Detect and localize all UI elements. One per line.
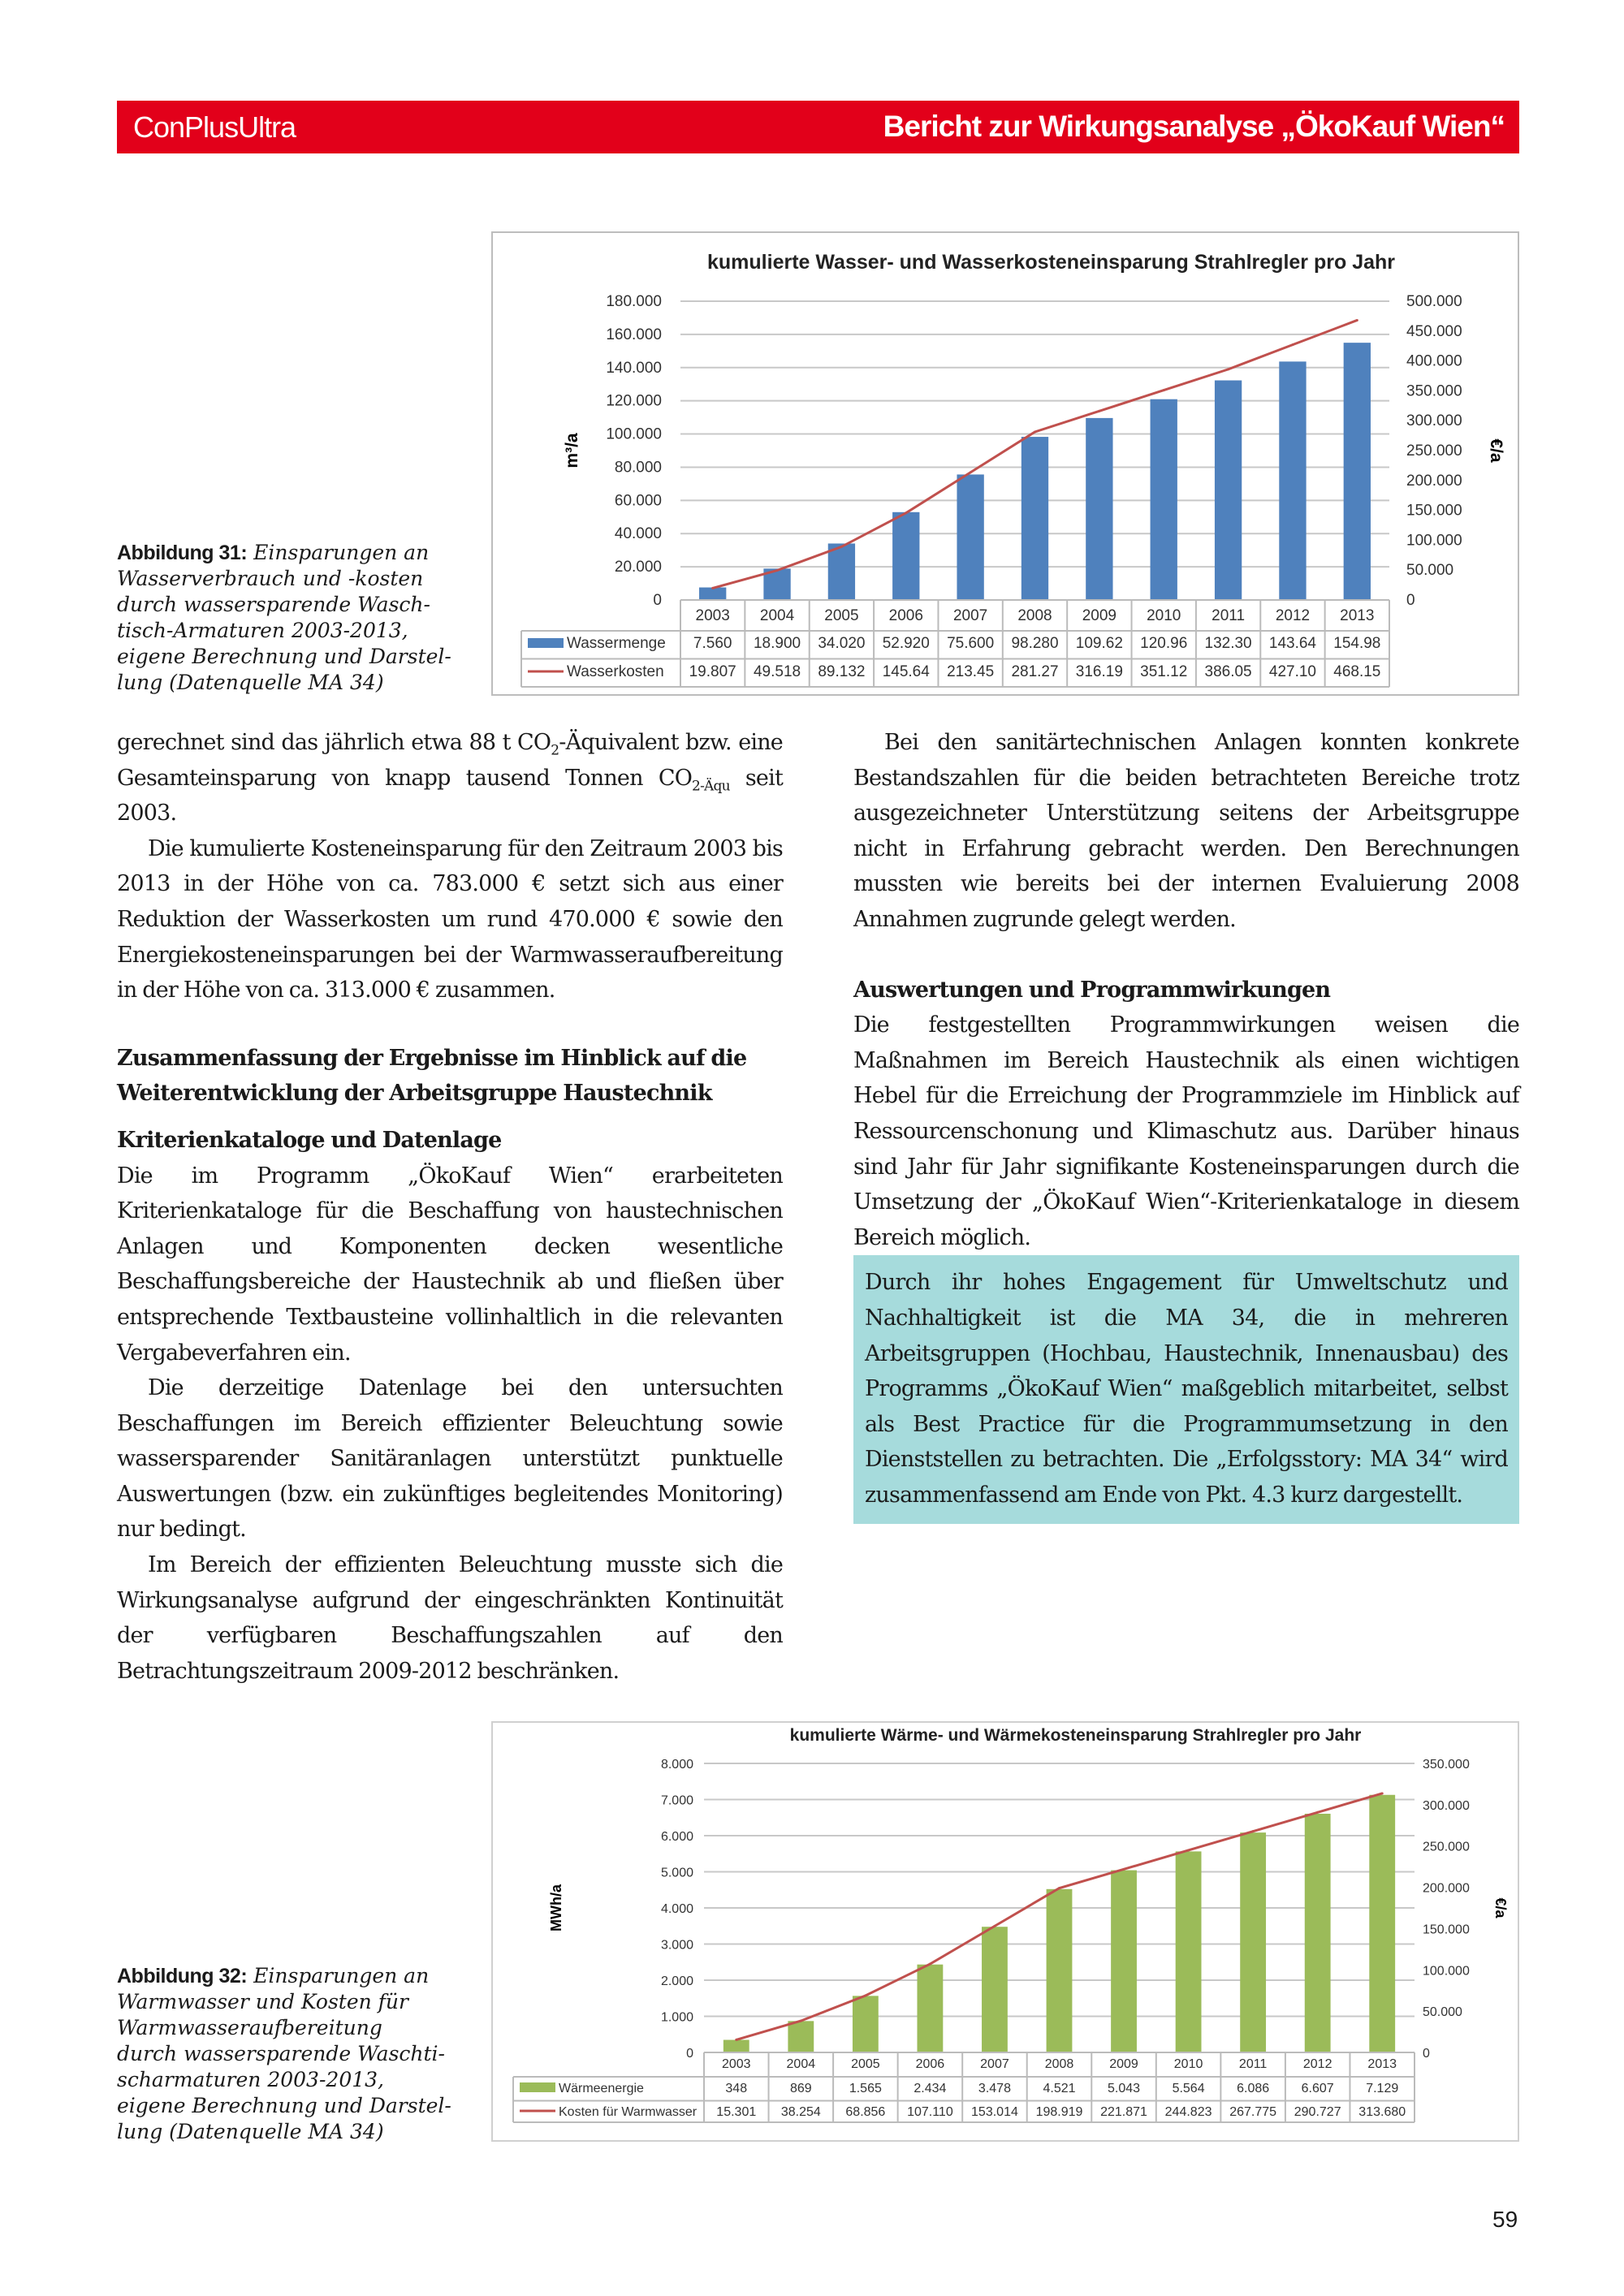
line-point bbox=[840, 546, 843, 548]
y2-tick-label: 0 bbox=[1406, 592, 1415, 609]
line-point bbox=[970, 471, 972, 473]
table-cell: 281.27 bbox=[1011, 663, 1059, 680]
y-tick-label: 100.000 bbox=[606, 425, 662, 443]
caption-text: Einsparungen an bbox=[247, 1964, 430, 1987]
line-point bbox=[1381, 1792, 1384, 1794]
caption-line: scharmaturen 2003-2013, bbox=[117, 2068, 384, 2091]
table-cell: 351.12 bbox=[1140, 663, 1188, 680]
y2-tick-label: 400.000 bbox=[1406, 352, 1462, 370]
table-cell: 290.727 bbox=[1294, 2105, 1341, 2119]
x-tick-label: 2011 bbox=[1212, 607, 1246, 624]
line-point bbox=[905, 511, 907, 514]
bar bbox=[1176, 1851, 1202, 2052]
page-header bbox=[117, 101, 1519, 153]
bar bbox=[723, 2040, 749, 2052]
y-tick-label: 2.000 bbox=[660, 1974, 693, 1988]
table-cell: 154.98 bbox=[1333, 635, 1381, 652]
table-cell: 313.680 bbox=[1358, 2105, 1406, 2119]
table-cell: 38.254 bbox=[780, 2105, 821, 2119]
page-number: 59 bbox=[1492, 2207, 1518, 2232]
table-cell: 153.014 bbox=[971, 2105, 1018, 2119]
table-cell: 18.900 bbox=[753, 635, 801, 652]
paragraph: Im Bereich der effizienten Beleuchtung musste sich die Wirkungsanalyse aufgrund der eingeschränkten Kontinuität der verfügbaren Beschaffungszahlen auf den Betrachtungszeitraum 2009-2012 beschränken. bbox=[117, 1552, 783, 1684]
table-cell: 49.518 bbox=[753, 663, 801, 680]
caption-line: Wasserverbrauch und -kosten bbox=[117, 567, 424, 590]
line-point bbox=[776, 569, 779, 572]
line-point bbox=[735, 2039, 737, 2041]
bar bbox=[1086, 418, 1112, 600]
bar bbox=[1151, 399, 1177, 600]
bar bbox=[1240, 1832, 1266, 2052]
section-heading: Zusammenfassung der Ergebnisse im Hinblick auf die Weiterentwicklung der Arbeitsgruppe Haustechnik bbox=[117, 1045, 747, 1107]
x-tick-label: 2012 bbox=[1302, 2057, 1332, 2071]
x-tick-label: 2007 bbox=[980, 2057, 1009, 2071]
table-cell: 5.564 bbox=[1172, 2082, 1205, 2095]
x-tick-label: 2005 bbox=[824, 607, 859, 624]
line-point bbox=[864, 1994, 866, 1996]
y-tick-label: 180.000 bbox=[606, 293, 662, 310]
line-point bbox=[929, 1963, 931, 1966]
y2-tick-label: 500.000 bbox=[1406, 293, 1462, 310]
y-tick-label: 8.000 bbox=[660, 1758, 693, 1772]
x-tick-label: 2006 bbox=[888, 607, 923, 624]
y-tick-label: 0 bbox=[686, 2047, 693, 2061]
chart-title: kumulierte Wärme- und Wärmekosteneinsparung Strahlregler pro Jahr bbox=[789, 1726, 1362, 1745]
table-cell: 5.043 bbox=[1108, 2082, 1141, 2095]
table-cell: 34.020 bbox=[818, 635, 866, 652]
paragraph: Die kumulierte Kosteneinsparung für den Zeitraum 2003 bis 2013 in der Höhe von ca. 783.000 € setzt sich aus einer Reduktion der Wasserkosten um rund 470.000 € sowie den Energiekosteneinsparungen bei der Warmwasseraufbereitung in der Höhe von ca. 313.000 € zusammen. bbox=[117, 835, 783, 1003]
x-tick-label: 2005 bbox=[851, 2057, 880, 2071]
figure-label: Abbildung 32: bbox=[117, 1965, 248, 1987]
y-tick-label: 1.000 bbox=[660, 2010, 693, 2025]
table-cell: 3.478 bbox=[978, 2082, 1011, 2095]
text: gerechnet sind das jährlich etwa 88 t CO bbox=[117, 730, 551, 755]
x-tick-label: 2010 bbox=[1173, 2057, 1203, 2071]
line-point bbox=[1252, 1830, 1255, 1832]
table-cell: 109.62 bbox=[1075, 635, 1123, 652]
legend-swatch-bar bbox=[528, 638, 564, 648]
x-tick-label: 2009 bbox=[1082, 607, 1117, 624]
subscript: 2 bbox=[551, 742, 559, 759]
bar bbox=[828, 543, 855, 600]
y-tick-label: 5.000 bbox=[660, 1866, 693, 1880]
report-title: Bericht zur Wirkungsanalyse „ÖkoKauf Wien“ bbox=[883, 110, 1505, 143]
line-point bbox=[993, 1925, 996, 1927]
table-cell: 468.15 bbox=[1333, 663, 1381, 680]
highlight-box: Durch ihr hohes Engagement für Umweltschutz und Nachhaltigkeit ist die MA 34, die in mehreren Arbeitsgruppen (Hochbau, Haustechnik, Innenausbau) des Programms „ÖkoKauf Wien“ maßgeblich mitarbeitet, selbst als Best Practice für die Programmumsetzung in den Dienststellen zu betrachten. Die „Erfolgsstory: MA 34“ wird zusammenfassend am Ende von Pkt. 4.3 kurz dargestellt. bbox=[853, 1255, 1519, 1524]
line-point bbox=[1316, 1811, 1319, 1814]
caption-line: durch wassersparende Wasch- bbox=[117, 593, 430, 616]
table-cell: 267.775 bbox=[1229, 2105, 1277, 2119]
chart-title: kumulierte Wasser- und Wasserkosteneinsparung Strahlregler pro Jahr bbox=[707, 251, 1395, 274]
bar bbox=[918, 1965, 944, 2052]
bar bbox=[853, 1996, 879, 2052]
x-tick-label: 2003 bbox=[695, 607, 730, 624]
table-cell: 68.856 bbox=[845, 2105, 886, 2119]
table-cell: 4.521 bbox=[1043, 2082, 1076, 2095]
table-cell: 132.30 bbox=[1204, 635, 1252, 652]
legend-label: Kosten für Warmwasser bbox=[559, 2105, 698, 2119]
y2-tick-label: 250.000 bbox=[1406, 442, 1462, 460]
brand-name: ConPlusUltra bbox=[133, 110, 296, 144]
y2-tick-label: 150.000 bbox=[1406, 502, 1462, 520]
paragraph: Die im Programm „ÖkoKauf Wien“ erarbeiteten Kriterienkataloge für die Beschaffung von haustechnischen Anlagen und Komponenten decken wesentliche Beschaffungsbereiche der Haustechnik ab und fließen über entsprechende Textbausteine vollinhaltlich in die relevanten Vergabeverfahren ein. bbox=[117, 1163, 783, 1366]
line-point bbox=[1123, 1868, 1125, 1871]
y-tick-label: 40.000 bbox=[614, 525, 662, 543]
table-cell: 52.920 bbox=[882, 635, 930, 652]
x-tick-label: 2003 bbox=[721, 2057, 751, 2071]
y-tick-label: 4.000 bbox=[660, 1902, 693, 1916]
bar bbox=[1305, 1814, 1331, 2052]
table-cell: 143.64 bbox=[1268, 635, 1317, 652]
caption-line: durch wassersparende Waschti- bbox=[117, 2042, 445, 2065]
chart-heat-savings bbox=[491, 1721, 1519, 2142]
table-cell: 2.434 bbox=[914, 2082, 947, 2095]
table-cell: 348 bbox=[725, 2082, 748, 2095]
y2-tick-label: 50.000 bbox=[1423, 2005, 1462, 2020]
line-point bbox=[1187, 1849, 1190, 1851]
line-point bbox=[800, 2020, 802, 2022]
text: seit 2003. bbox=[117, 765, 784, 826]
table-cell: 316.19 bbox=[1075, 663, 1123, 680]
bar bbox=[892, 512, 919, 600]
y2-tick-label: 300.000 bbox=[1406, 412, 1462, 430]
y2-tick-label: 350.000 bbox=[1423, 1758, 1470, 1772]
bar bbox=[957, 474, 983, 600]
x-tick-label: 2013 bbox=[1367, 2057, 1397, 2071]
x-tick-label: 2012 bbox=[1275, 607, 1311, 624]
y2-tick-label: 200.000 bbox=[1406, 472, 1462, 490]
y-tick-label: 80.000 bbox=[614, 459, 662, 477]
y2-tick-label: 100.000 bbox=[1406, 532, 1462, 550]
bar bbox=[1111, 1871, 1137, 2052]
subscript: 2-Äqu bbox=[692, 777, 730, 794]
caption-line: tisch-Armaturen 2003-2013, bbox=[117, 619, 408, 642]
y-tick-label: 140.000 bbox=[606, 359, 662, 377]
y2-axis-label: €/a bbox=[1487, 438, 1505, 463]
y2-tick-label: 250.000 bbox=[1423, 1840, 1470, 1854]
text: -Äquivalent bzw. eine Gesamteinsparung von knapp tausend Tonnen CO bbox=[117, 730, 783, 791]
y2-tick-label: 200.000 bbox=[1423, 1881, 1470, 1896]
right-column bbox=[853, 725, 1519, 1524]
figure-31-caption bbox=[117, 540, 466, 696]
table-cell: 7.560 bbox=[693, 635, 732, 652]
caption-line: Warmwasseraufbereitung bbox=[117, 2016, 382, 2039]
bar bbox=[788, 2021, 814, 2052]
y2-tick-label: 300.000 bbox=[1423, 1798, 1470, 1813]
y-tick-label: 6.000 bbox=[660, 1830, 693, 1844]
x-tick-label: 2006 bbox=[915, 2057, 945, 2071]
table-cell: 386.05 bbox=[1204, 663, 1252, 680]
x-tick-label: 2008 bbox=[1017, 607, 1052, 624]
y2-tick-label: 450.000 bbox=[1406, 322, 1462, 340]
figure-32-caption bbox=[117, 1963, 466, 2145]
y2-tick-label: 0 bbox=[1423, 2047, 1430, 2061]
y2-tick-label: 350.000 bbox=[1406, 382, 1462, 400]
x-tick-label: 2009 bbox=[1109, 2057, 1138, 2071]
y-tick-label: 20.000 bbox=[614, 559, 662, 576]
line-point bbox=[711, 587, 714, 589]
x-tick-label: 2013 bbox=[1340, 607, 1375, 624]
y-tick-label: 3.000 bbox=[660, 1938, 693, 1953]
bar bbox=[982, 1927, 1008, 2052]
bar bbox=[1369, 1795, 1395, 2052]
line-point bbox=[1098, 410, 1100, 412]
y-axis-label: m³/a bbox=[563, 433, 581, 468]
line-point bbox=[1034, 430, 1036, 433]
line-point bbox=[1058, 1887, 1060, 1889]
bar bbox=[1279, 361, 1306, 600]
chart-heat-savings-svg bbox=[493, 1723, 1518, 2140]
table-cell: 19.807 bbox=[689, 663, 736, 680]
table-cell: 75.600 bbox=[947, 635, 995, 652]
table-cell: 244.823 bbox=[1164, 2105, 1212, 2119]
y-tick-label: 60.000 bbox=[614, 492, 662, 510]
table-cell: 107.110 bbox=[907, 2105, 953, 2119]
paragraph: Bei den sanitärtechnischen Anlagen konnten konkrete Bestandszahlen für die beiden betrachteten Bereiche trotz ausgezeichneter Unterstützung seitens der Arbeitsgruppe nicht in Erfahrung gebracht werden. Den Berechnungen mussten wie bereits bei der internen Evaluierung 2008 Annahmen zugrunde gelegt werden. bbox=[853, 730, 1519, 932]
line-point bbox=[1227, 368, 1229, 370]
x-tick-label: 2008 bbox=[1044, 2057, 1074, 2071]
left-column bbox=[117, 725, 783, 1689]
y-axis-label: MWh/a bbox=[548, 1884, 564, 1931]
table-cell: 120.96 bbox=[1140, 635, 1188, 652]
table-cell: 6.607 bbox=[1301, 2082, 1334, 2095]
figure-label: Abbildung 31: bbox=[117, 542, 248, 564]
line-point bbox=[1163, 389, 1165, 391]
table-cell: 7.129 bbox=[1366, 2082, 1399, 2095]
x-tick-label: 2007 bbox=[952, 607, 988, 624]
caption-line bbox=[117, 1963, 466, 1989]
caption-line: lung (Datenquelle MA 34) bbox=[117, 2120, 384, 2143]
subheading: Kriterienkataloge und Datenlage bbox=[117, 1127, 502, 1153]
paragraph: Die derzeitige Datenlage bei den untersuchten Beschaffungen im Bereich effizienter Beleuchtung sowie wassersparender Sanitäranlagen unterstützt punktuelle Auswertungen (bzw. ein zukünftiges begleitendes Monitoring) nur bedingt. bbox=[117, 1375, 783, 1543]
table-cell: 89.132 bbox=[818, 663, 866, 680]
table-cell: 213.45 bbox=[947, 663, 995, 680]
caption-line: eigene Berechnung und Darstel- bbox=[117, 645, 451, 668]
caption-line bbox=[117, 540, 466, 566]
chart-water-savings-svg bbox=[493, 233, 1518, 694]
bar bbox=[1344, 343, 1371, 600]
section-heading: Auswertungen und Programmwirkungen bbox=[853, 977, 1331, 1003]
table-cell: 198.919 bbox=[1035, 2105, 1083, 2119]
table-cell: 427.10 bbox=[1268, 663, 1317, 680]
table-cell: 6.086 bbox=[1237, 2082, 1270, 2095]
bar bbox=[1021, 437, 1048, 600]
x-tick-label: 2004 bbox=[759, 607, 795, 624]
caption-line: Warmwasser und Kosten für bbox=[117, 1990, 408, 2013]
y-tick-label: 0 bbox=[653, 592, 662, 609]
x-tick-label: 2004 bbox=[786, 2057, 816, 2071]
y2-axis-label: €/a bbox=[1492, 1897, 1509, 1918]
legend-label: Wärmeenergie bbox=[559, 2082, 644, 2095]
table-cell: 869 bbox=[789, 2082, 812, 2095]
legend-swatch-bar bbox=[520, 2082, 555, 2092]
bar bbox=[1215, 381, 1242, 600]
caption-text: Einsparungen an bbox=[247, 541, 430, 564]
caption-line: eigene Berechnung und Darstel- bbox=[117, 2094, 451, 2117]
table-cell: 15.301 bbox=[716, 2105, 757, 2119]
y-tick-label: 160.000 bbox=[606, 326, 662, 343]
y2-tick-label: 100.000 bbox=[1423, 1964, 1470, 1979]
paragraph bbox=[117, 725, 783, 831]
y-tick-label: 120.000 bbox=[606, 392, 662, 410]
legend-label: Wasserkosten bbox=[567, 663, 664, 680]
table-cell: 1.565 bbox=[849, 2082, 882, 2095]
x-tick-label: 2010 bbox=[1147, 607, 1181, 624]
y2-tick-label: 150.000 bbox=[1423, 1923, 1470, 1937]
y2-tick-label: 50.000 bbox=[1406, 562, 1454, 580]
bar bbox=[1047, 1889, 1073, 2052]
chart-water-savings bbox=[491, 231, 1519, 696]
line-point bbox=[1291, 343, 1294, 346]
line-point bbox=[1356, 319, 1358, 322]
table-cell: 221.871 bbox=[1100, 2105, 1147, 2119]
y-tick-label: 7.000 bbox=[660, 1793, 693, 1808]
table-cell: 145.64 bbox=[882, 663, 930, 680]
x-tick-label: 2011 bbox=[1238, 2057, 1268, 2071]
table-cell: 98.280 bbox=[1011, 635, 1059, 652]
legend-label: Wassermenge bbox=[567, 635, 666, 652]
caption-line: lung (Datenquelle MA 34) bbox=[117, 671, 384, 694]
paragraph: Die festgestellten Programmwirkungen weisen die Maßnahmen im Bereich Haustechnik als einen wichtigen Hebel für die Erreichung der Programmziele im Hinblick auf Ressourcenschonung und Klimaschutz aus. Darüber hinaus sind Jahr für Jahr signifikante Kosteneinsparungen durch die Umsetzung der „ÖkoKauf Wien“-Kriterienkataloge in diesem Bereich möglich. bbox=[853, 1012, 1519, 1250]
